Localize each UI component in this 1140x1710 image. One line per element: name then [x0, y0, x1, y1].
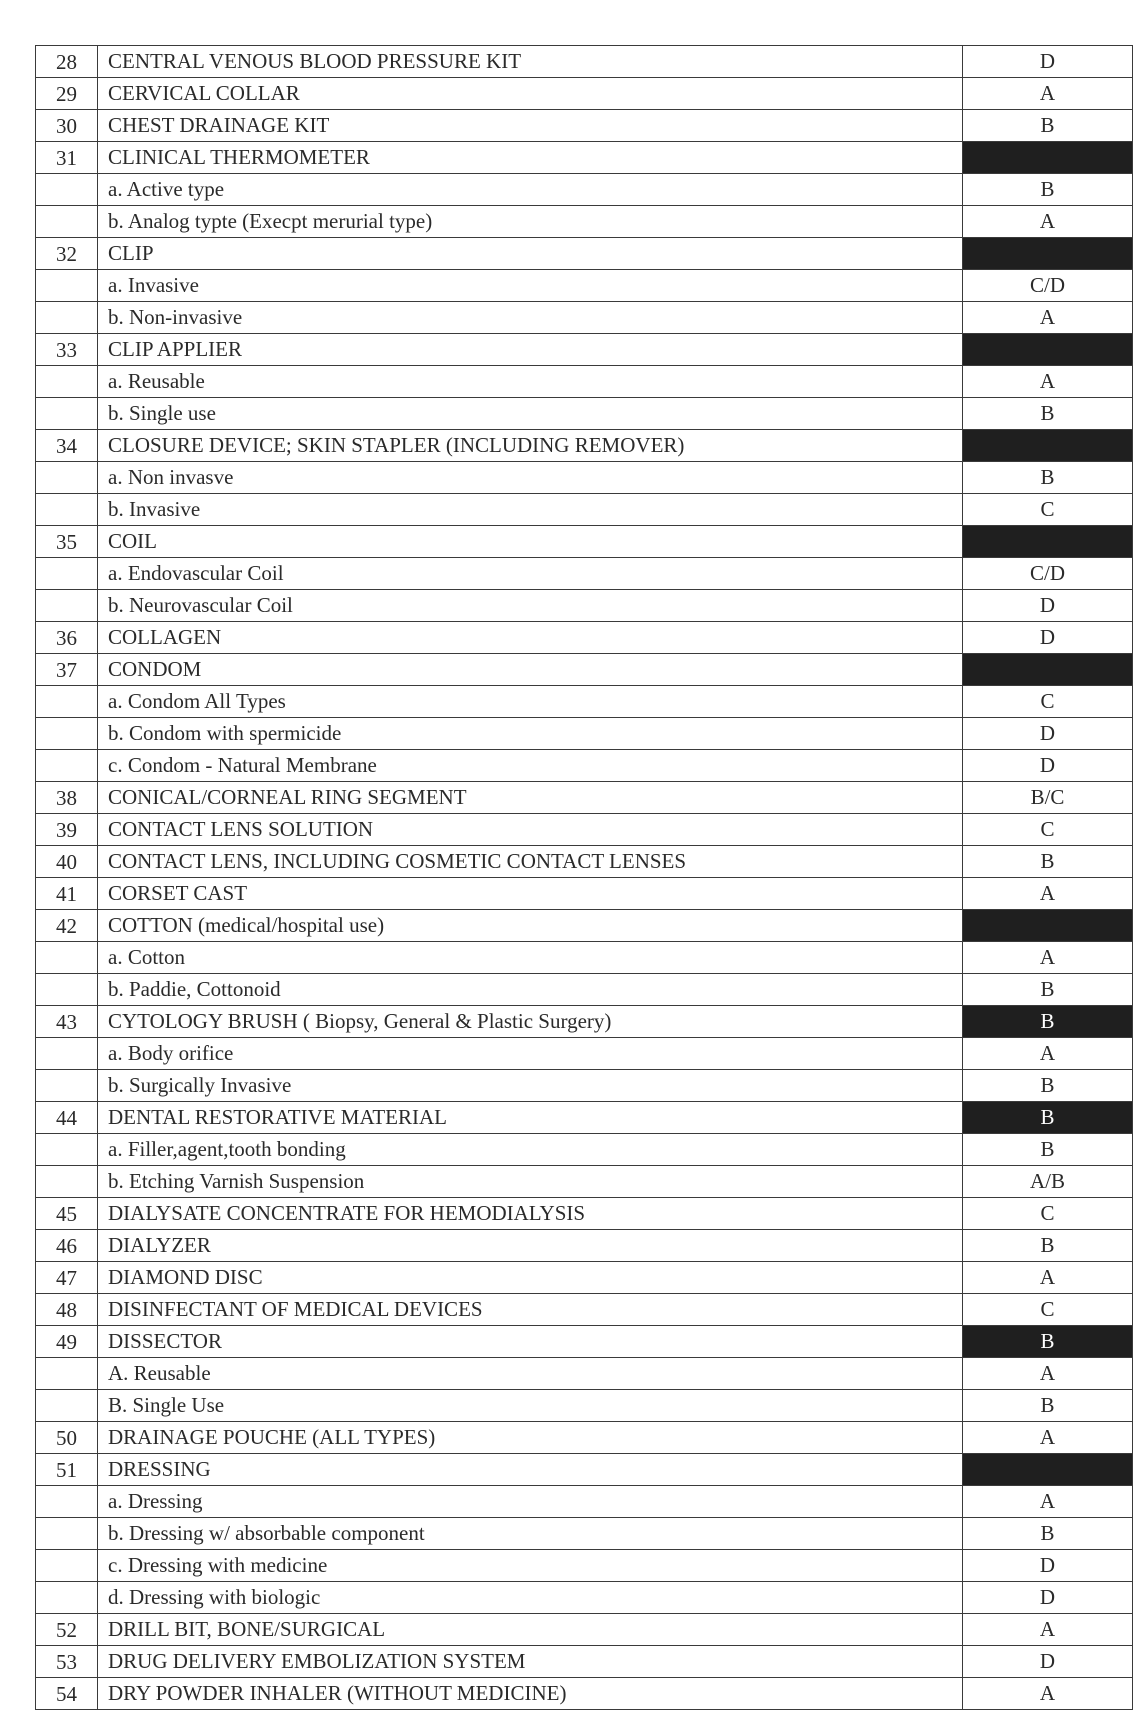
classification-cell — [963, 334, 1133, 366]
table-subrow — [36, 590, 1133, 622]
item-number: 43 — [36, 1006, 98, 1038]
item-number — [36, 590, 98, 622]
item-description: b. Non-invasive — [98, 302, 963, 334]
item-number — [36, 1518, 98, 1550]
item-description: B. Single Use — [98, 1390, 963, 1422]
item-description: b. Surgically Invasive — [98, 1070, 963, 1102]
item-number: 32 — [36, 238, 98, 270]
classification-cell: B — [963, 462, 1133, 494]
table-row — [36, 238, 1133, 270]
classification-cell: A — [963, 1422, 1133, 1454]
item-description: CLIP — [98, 238, 963, 270]
item-description: a. Filler,agent,tooth bonding — [98, 1134, 963, 1166]
classification-cell — [963, 142, 1133, 174]
item-description: DIALYZER — [98, 1230, 963, 1262]
item-number — [36, 686, 98, 718]
item-description: b. Single use — [98, 398, 963, 430]
classification-cell: A — [963, 206, 1133, 238]
item-description: CENTRAL VENOUS BLOOD PRESSURE KIT — [98, 46, 963, 78]
item-description: DRAINAGE POUCHE (ALL TYPES) — [98, 1422, 963, 1454]
classification-cell: D — [963, 622, 1133, 654]
classification-cell: B — [963, 174, 1133, 206]
item-number — [36, 1166, 98, 1198]
item-number — [36, 270, 98, 302]
item-description: CHEST DRAINAGE KIT — [98, 110, 963, 142]
table-subrow — [36, 366, 1133, 398]
classification-cell — [963, 654, 1133, 686]
classification-cell — [963, 1454, 1133, 1486]
item-number: 50 — [36, 1422, 98, 1454]
table-subrow — [36, 1070, 1133, 1102]
item-description: CYTOLOGY BRUSH ( Biopsy, General & Plastic Surgery) — [98, 1006, 963, 1038]
item-number — [36, 206, 98, 238]
item-description: DRY POWDER INHALER (WITHOUT MEDICINE) — [98, 1678, 963, 1710]
classification-cell — [963, 430, 1133, 462]
table-subrow — [36, 494, 1133, 526]
classification-cell: D — [963, 1646, 1133, 1678]
item-description: a. Non invasve — [98, 462, 963, 494]
classification-cell: B — [963, 1006, 1133, 1038]
table-row — [36, 430, 1133, 462]
table-subrow — [36, 270, 1133, 302]
table-subrow — [36, 558, 1133, 590]
classification-cell: C — [963, 814, 1133, 846]
table-subrow — [36, 1582, 1133, 1614]
item-number — [36, 718, 98, 750]
item-number: 45 — [36, 1198, 98, 1230]
classification-cell: B — [963, 1390, 1133, 1422]
table-row — [36, 1198, 1133, 1230]
item-number: 47 — [36, 1262, 98, 1294]
item-description: DISINFECTANT OF MEDICAL DEVICES — [98, 1294, 963, 1326]
item-number — [36, 462, 98, 494]
item-number: 29 — [36, 78, 98, 110]
item-number — [36, 302, 98, 334]
classification-cell: A — [963, 78, 1133, 110]
table-row — [36, 910, 1133, 942]
classification-cell: C — [963, 1294, 1133, 1326]
item-number — [36, 974, 98, 1006]
item-description: COLLAGEN — [98, 622, 963, 654]
item-number — [36, 558, 98, 590]
classification-cell: A — [963, 1486, 1133, 1518]
table-row — [36, 1230, 1133, 1262]
item-description: CLINICAL THERMOMETER — [98, 142, 963, 174]
item-description: a. Body orifice — [98, 1038, 963, 1070]
item-number — [36, 1486, 98, 1518]
table-subrow — [36, 462, 1133, 494]
table-subrow — [36, 718, 1133, 750]
table-row — [36, 814, 1133, 846]
classification-cell: A/B — [963, 1166, 1133, 1198]
table-row — [36, 1646, 1133, 1678]
classification-cell: B — [963, 110, 1133, 142]
item-number — [36, 1070, 98, 1102]
item-number: 46 — [36, 1230, 98, 1262]
item-number: 39 — [36, 814, 98, 846]
classification-cell: B — [963, 1326, 1133, 1358]
classification-cell: A — [963, 366, 1133, 398]
classification-cell — [963, 238, 1133, 270]
item-number — [36, 1038, 98, 1070]
item-description: c. Condom - Natural Membrane — [98, 750, 963, 782]
item-description: b. Condom with spermicide — [98, 718, 963, 750]
table-subrow — [36, 1550, 1133, 1582]
table-row — [36, 142, 1133, 174]
table-row — [36, 1294, 1133, 1326]
classification-cell: D — [963, 1550, 1133, 1582]
classification-cell: A — [963, 1262, 1133, 1294]
classification-cell: D — [963, 1582, 1133, 1614]
classification-cell: B — [963, 1070, 1133, 1102]
item-description: a. Condom All Types — [98, 686, 963, 718]
classification-cell: C — [963, 494, 1133, 526]
item-number: 52 — [36, 1614, 98, 1646]
classification-cell: B — [963, 1518, 1133, 1550]
classification-cell: B — [963, 1102, 1133, 1134]
item-description: DIALYSATE CONCENTRATE FOR HEMODIALYSIS — [98, 1198, 963, 1230]
table-row — [36, 110, 1133, 142]
item-number — [36, 1550, 98, 1582]
classification-cell — [963, 526, 1133, 558]
item-number: 36 — [36, 622, 98, 654]
table-subrow — [36, 1486, 1133, 1518]
classification-cell: C — [963, 686, 1133, 718]
item-number: 48 — [36, 1294, 98, 1326]
table-subrow — [36, 1038, 1133, 1070]
item-number — [36, 494, 98, 526]
table-subrow — [36, 206, 1133, 238]
table-subrow — [36, 1518, 1133, 1550]
classification-cell: A — [963, 302, 1133, 334]
item-description: CONTACT LENS SOLUTION — [98, 814, 963, 846]
classification-cell: C/D — [963, 558, 1133, 590]
classification-cell — [963, 910, 1133, 942]
classification-cell: D — [963, 590, 1133, 622]
table-row — [36, 654, 1133, 686]
item-number: 30 — [36, 110, 98, 142]
table-row — [36, 1614, 1133, 1646]
item-description: A. Reusable — [98, 1358, 963, 1390]
item-description: b. Analog typte (Execpt merurial type) — [98, 206, 963, 238]
item-description: CONDOM — [98, 654, 963, 686]
item-number — [36, 1582, 98, 1614]
device-classification-table — [35, 45, 1133, 1710]
classification-cell: A — [963, 1614, 1133, 1646]
classification-cell: C/D — [963, 270, 1133, 302]
item-number — [36, 398, 98, 430]
table-subrow — [36, 302, 1133, 334]
classification-cell: D — [963, 46, 1133, 78]
item-number: 51 — [36, 1454, 98, 1486]
item-description: CERVICAL COLLAR — [98, 78, 963, 110]
table-row — [36, 46, 1133, 78]
classification-cell: B — [963, 398, 1133, 430]
table-subrow — [36, 174, 1133, 206]
classification-cell: A — [963, 1358, 1133, 1390]
item-description: CONICAL/CORNEAL RING SEGMENT — [98, 782, 963, 814]
table-row — [36, 878, 1133, 910]
item-description: b. Etching Varnish Suspension — [98, 1166, 963, 1198]
classification-cell: A — [963, 878, 1133, 910]
item-description: a. Invasive — [98, 270, 963, 302]
item-number: 41 — [36, 878, 98, 910]
classification-cell: A — [963, 942, 1133, 974]
item-description: c. Dressing with medicine — [98, 1550, 963, 1582]
item-description: a. Reusable — [98, 366, 963, 398]
item-number: 38 — [36, 782, 98, 814]
table-row — [36, 334, 1133, 366]
item-description: CONTACT LENS, INCLUDING COSMETIC CONTACT LENSES — [98, 846, 963, 878]
classification-cell: D — [963, 750, 1133, 782]
table-row — [36, 1454, 1133, 1486]
table-subrow — [36, 398, 1133, 430]
table-row — [36, 846, 1133, 878]
table-row — [36, 1006, 1133, 1038]
item-description: b. Neurovascular Coil — [98, 590, 963, 622]
item-number: 49 — [36, 1326, 98, 1358]
table-subrow — [36, 1134, 1133, 1166]
item-number — [36, 942, 98, 974]
item-number: 35 — [36, 526, 98, 558]
classification-cell: B — [963, 974, 1133, 1006]
item-number — [36, 366, 98, 398]
item-description: CLIP APPLIER — [98, 334, 963, 366]
classification-cell: A — [963, 1678, 1133, 1710]
item-number: 42 — [36, 910, 98, 942]
item-description: DRUG DELIVERY EMBOLIZATION SYSTEM — [98, 1646, 963, 1678]
item-number — [36, 1134, 98, 1166]
item-description: DIAMOND DISC — [98, 1262, 963, 1294]
table-row — [36, 782, 1133, 814]
item-number: 37 — [36, 654, 98, 686]
table-subrow — [36, 942, 1133, 974]
item-description: DRESSING — [98, 1454, 963, 1486]
item-number: 28 — [36, 46, 98, 78]
item-description: DENTAL RESTORATIVE MATERIAL — [98, 1102, 963, 1134]
item-number: 31 — [36, 142, 98, 174]
item-number: 44 — [36, 1102, 98, 1134]
item-number — [36, 750, 98, 782]
table-row — [36, 78, 1133, 110]
item-description: COIL — [98, 526, 963, 558]
item-description: CORSET CAST — [98, 878, 963, 910]
table-subrow — [36, 974, 1133, 1006]
table-row — [36, 1262, 1133, 1294]
table-row — [36, 622, 1133, 654]
item-description: a. Active type — [98, 174, 963, 206]
item-description: a. Dressing — [98, 1486, 963, 1518]
table-subrow — [36, 1358, 1133, 1390]
item-number: 33 — [36, 334, 98, 366]
table-row — [36, 1678, 1133, 1710]
classification-cell: B/C — [963, 782, 1133, 814]
classification-cell: D — [963, 718, 1133, 750]
table-row — [36, 1102, 1133, 1134]
item-number: 40 — [36, 846, 98, 878]
classification-cell: C — [963, 1198, 1133, 1230]
classification-cell: B — [963, 846, 1133, 878]
item-description: a. Cotton — [98, 942, 963, 974]
item-description: DISSECTOR — [98, 1326, 963, 1358]
classification-cell: A — [963, 1038, 1133, 1070]
table-row — [36, 1422, 1133, 1454]
table-subrow — [36, 1390, 1133, 1422]
item-number: 53 — [36, 1646, 98, 1678]
item-description: d. Dressing with biologic — [98, 1582, 963, 1614]
table-row — [36, 526, 1133, 558]
classification-cell: B — [963, 1134, 1133, 1166]
item-description: CLOSURE DEVICE; SKIN STAPLER (INCLUDING REMOVER) — [98, 430, 963, 462]
table-subrow — [36, 1166, 1133, 1198]
item-description: a. Endovascular Coil — [98, 558, 963, 590]
item-description: b. Invasive — [98, 494, 963, 526]
item-description: DRILL BIT, BONE/SURGICAL — [98, 1614, 963, 1646]
table-subrow — [36, 686, 1133, 718]
table-body — [36, 46, 1133, 1710]
item-number: 54 — [36, 1678, 98, 1710]
classification-cell: B — [963, 1230, 1133, 1262]
item-number — [36, 1358, 98, 1390]
table-subrow — [36, 750, 1133, 782]
item-number: 34 — [36, 430, 98, 462]
item-description: b. Paddie, Cottonoid — [98, 974, 963, 1006]
item-number — [36, 1390, 98, 1422]
table-row — [36, 1326, 1133, 1358]
item-number — [36, 174, 98, 206]
item-description: b. Dressing w/ absorbable component — [98, 1518, 963, 1550]
item-description: COTTON (medical/hospital use) — [98, 910, 963, 942]
